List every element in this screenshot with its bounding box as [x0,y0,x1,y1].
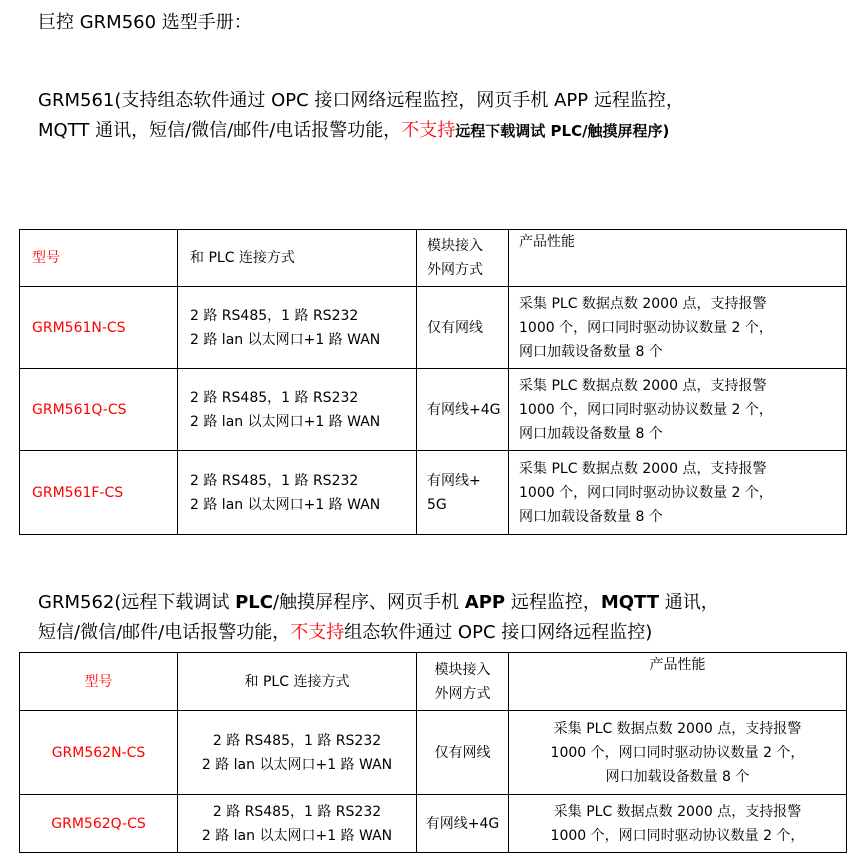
connection-line2: 2 路 lan 以太网口+1 路 WAN [190,331,381,348]
model-cell: GRM561F-CS [20,451,178,535]
performance-line3: 网口加载设备数量 8 个 [519,425,663,442]
header-module-line2: 外网方式 [427,262,483,278]
header-connection: 和 PLC 连接方式 [178,653,417,711]
table-row [20,451,847,535]
model-cell: GRM561Q-CS [20,369,178,451]
grm562-desc-part: /触摸屏程序、网页手机 [272,592,465,613]
model-cell: GRM562N-CS [20,711,178,795]
connection-line2: 2 路 lan 以太网口+1 路 WAN [201,827,393,844]
connection-cell [178,711,417,795]
model-cell: GRM561N-CS [20,287,178,369]
grm561-description-line2 [38,116,684,146]
grm561-not-supported: 不支持 [401,120,456,141]
header-performance: 产品性能 [509,230,847,287]
connection-line1: 2 路 RS485，1 路 RS232 [212,732,382,749]
grm561-desc-text: MQTT 通讯，短信/微信/邮件/电话报警功能， [38,120,402,141]
performance-line1: 采集 PLC 数据点数 2000 点，支持报警 [519,295,767,312]
grm562-desc-part: 远程监控， [505,592,601,613]
table-header-row [20,230,847,287]
performance-line1: 采集 PLC 数据点数 2000 点，支持报警 [519,377,767,394]
module-network-cell: 仅有网线 [417,711,509,795]
connection-line1: 2 路 RS485，1 路 RS232 [212,803,382,820]
grm562-desc-part: GRM562(远程下载调试 [38,592,236,613]
grm561-description-line1: GRM561(支持组态软件通过 OPC 接口网络远程监控，网页手机 APP 远程监控， [38,90,684,111]
performance-line2: 1000 个，网口同时驱动协议数量 2 个， [519,484,773,501]
module-network-line2: 5G [427,496,447,513]
table-header-row [20,653,847,711]
header-module-network [417,653,509,711]
performance-line2: 1000 个，网口同时驱动协议数量 2 个， [519,401,773,418]
performance-cell [509,795,847,853]
table-row [20,711,847,795]
header-module-network [417,230,509,287]
grm562-desc-part: PLC [235,592,273,613]
performance-cell [509,451,847,535]
document-title: 巨控 GRM560 选型手册： [38,12,252,33]
performance-cell [509,711,847,795]
connection-cell [178,451,417,535]
grm562-description-line2 [38,618,719,648]
module-network-cell: 仅有网线 [417,287,509,369]
connection-line2: 2 路 lan 以太网口+1 路 WAN [190,413,381,430]
module-network-cell [417,451,509,535]
grm562-desc-part: APP [464,592,506,613]
grm561-table [19,229,847,535]
connection-line1: 2 路 RS485，1 路 RS232 [190,472,359,489]
connection-cell [178,795,417,853]
performance-line1: 采集 PLC 数据点数 2000 点，支持报警 [553,720,802,737]
performance-line3: 网口加载设备数量 8 个 [519,508,663,525]
grm562-desc-part: 通讯， [659,592,719,613]
module-network-cell: 有网线+4G [417,795,509,853]
performance-cell [509,369,847,451]
header-module-line1: 模块接入 [427,238,483,254]
header-module-line1: 模块接入 [434,661,491,678]
grm561-description [38,86,684,146]
grm562-desc-part: 组态软件通过 OPC 接口网络远程监控) [344,622,653,643]
table-row [20,287,847,369]
connection-line2: 2 路 lan 以太网口+1 路 WAN [190,496,381,513]
connection-cell [178,287,417,369]
performance-cell [509,287,847,369]
connection-line2: 2 路 lan 以太网口+1 路 WAN [201,756,393,773]
module-network-cell: 有网线+4G [417,369,509,451]
grm562-table [19,652,847,853]
connection-cell [178,369,417,451]
performance-line1: 采集 PLC 数据点数 2000 点，支持报警 [553,803,802,820]
grm562-not-supported: 不支持 [290,622,345,643]
performance-line2: 1000 个，网口同时驱动协议数量 2 个， [550,744,805,761]
performance-line1: 采集 PLC 数据点数 2000 点，支持报警 [519,460,767,477]
grm562-desc-part: MQTT [600,592,660,613]
header-model: 型号 [20,653,178,711]
header-module-line2: 外网方式 [434,685,491,702]
grm562-description-line1 [38,588,719,618]
performance-line2: 1000 个，网口同时驱动协议数量 2 个， [519,319,773,336]
grm562-desc-part: 短信/微信/邮件/电话报警功能， [38,622,291,643]
performance-line3: 网口加载设备数量 8 个 [605,768,750,785]
connection-line1: 2 路 RS485，1 路 RS232 [190,307,359,324]
header-connection: 和 PLC 连接方式 [178,230,417,287]
table-row [20,795,847,853]
grm562-description [38,588,719,648]
performance-line3: 网口加载设备数量 8 个 [519,343,663,360]
table-row [20,369,847,451]
module-network-line1: 有网线+ [427,472,481,489]
grm561-desc-tail: 远程下载调试 PLC/触摸屏程序) [455,122,670,140]
header-performance: 产品性能 [509,653,847,711]
connection-line1: 2 路 RS485，1 路 RS232 [190,389,359,406]
header-model: 型号 [20,230,178,287]
performance-line2: 1000 个，网口同时驱动协议数量 2 个， [550,827,805,844]
model-cell: GRM562Q-CS [20,795,178,853]
